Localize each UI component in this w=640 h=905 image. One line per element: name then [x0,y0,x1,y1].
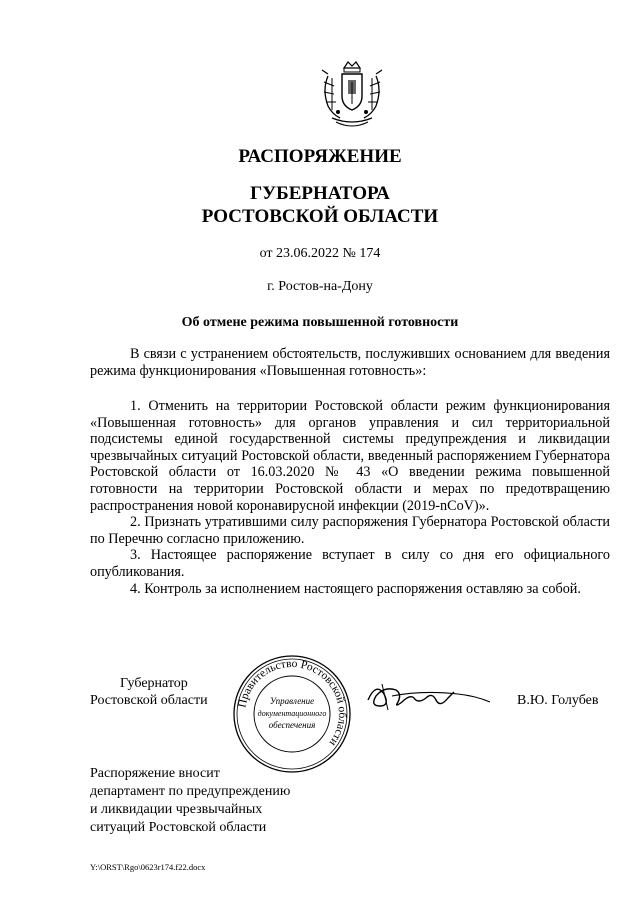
intro-text: В связи с устранением обстоятельств, послуживших основанием для введения режима функционирования «Повышенная готовность»: [90,346,610,379]
submitted-by-note [90,765,290,837]
handwritten-signature-icon [362,676,494,718]
order-item-2: 2. Признать утратившими силу распоряжения Губернатора Ростовской области по Перечню согласно приложению. [90,514,610,547]
order-items [90,398,610,597]
seal-inner-line-1: Управление [269,696,315,706]
signatory-position [90,676,208,709]
signatory-position-line-2: Ростовской области [90,692,208,708]
order-item-3: 3. Настоящее распоряжение вступает в силу со дня его официального опубликования. [90,547,610,580]
submitted-by-line-1: Распоряжение вносит [90,766,220,781]
seal-inner-line-2: документационного [257,709,327,718]
document-subject: Об отмене режима повышенной готовности [181,315,459,330]
signatory-name: В.Ю. Голубев [517,693,599,708]
seal-outer-text: Правительство Ростовской области [236,657,349,749]
submitted-by-line-3: и ликвидации чрезвычайных [90,802,263,817]
signatory-position-line-1: Губернатор [120,676,188,691]
document-place: г. Ростов-на-Дону [267,279,373,294]
coat-of-arms-icon [318,60,386,132]
order-item-1: 1. Отменить на территории Ростовской области режим функционирования «Повышенная готовность» для органов управления и сил территориальной подсистемы единой государственной системы предупреждения и ликвидации чрезвычайных ситуаций Ростовской области, введенный распоряжением Губернатора Ростовской области от 16.03.2020 № 43 «О введении режима повышенной готовности на территории Ростовской области и мерах по предотвращению распространения новой коронавирусной инфекции (2019-nCoV)». [90,398,610,514]
document-title: РАСПОРЯЖЕНИЕ [238,146,402,167]
document-date: от 23.06.2022 № 174 [259,246,381,261]
submitted-by-line-2: департамент по предупреждению [90,784,291,799]
file-path: Y:\ORST\Rgo\0623r174.f22.docx [90,862,206,872]
official-seal-icon [230,652,354,776]
issuer-line-1: ГУБЕРНАТОРА [250,183,390,204]
intro-paragraph [90,346,610,379]
seal-inner-line-3: обеспечения [268,720,316,730]
order-item-4: 4. Контроль за исполнением настоящего распоряжения оставляю за собой. [130,580,581,597]
submitted-by-line-4: ситуаций Ростовской области [90,820,267,835]
issuer-line-2: РОСТОВСКОЙ ОБЛАСТИ [201,206,439,227]
